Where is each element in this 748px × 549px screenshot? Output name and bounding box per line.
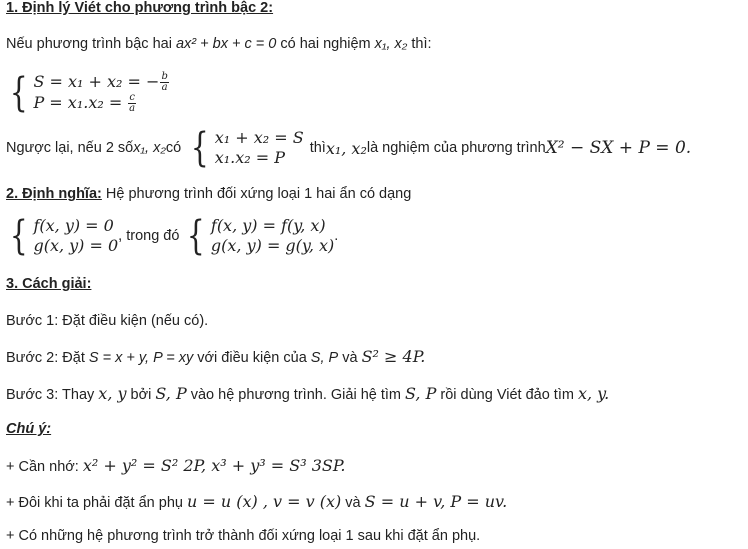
viet-sum-row: S = x₁ + x₂ = − $\frac{b}{a}$ <box>33 71 168 93</box>
definition-systems <box>6 213 339 259</box>
converse-text-b: có <box>165 140 182 156</box>
note-3: + Có những hệ phương trình trở thành đối xứng loại 1 sau khi đặt ẩn phụ. <box>6 528 481 544</box>
identity-formulas: x² + y² = S² 2P, x³ + y³ = S³ 3SP. <box>82 456 346 475</box>
note-1: + Cần nhớ: x² + y² = S² 2P, x³ + y³ = S³ 3SP. <box>6 456 346 475</box>
converse-roots: x₁, x₂ <box>133 140 166 156</box>
left-brace-icon: { <box>9 213 28 259</box>
quadratic-equation: ax² + bx + c = 0 <box>175 36 277 52</box>
definition-text: Hệ phương trình đối xứng loại 1 hai ẩn có dạng <box>101 186 412 202</box>
symmetry-condition-system <box>183 213 335 259</box>
f-symmetry-row: f(x, y) = f(y, x) <box>210 216 326 235</box>
aux-variable-eq: u = u (x) , v = v (x) <box>186 492 342 511</box>
section-2-heading: 2. Định nghĩa: <box>6 186 102 202</box>
section-3-heading: 3. Cách giải: <box>6 276 92 292</box>
viet-intro-text-b: có hai nghiệm <box>276 36 375 52</box>
note-2: + Đôi khi ta phải đặt ẩn phụ u = u (x) , v = v (x) và S = u + v, P = uv. <box>6 492 508 511</box>
sp-vars: S, P <box>310 350 339 366</box>
viet-product-row: P = x₁.x₂ = $\frac{c}{a}$ <box>33 92 136 114</box>
converse-text-a: Ngược lại, nếu 2 số <box>6 140 134 156</box>
converse-text-d: là nghiệm của phương trình <box>366 140 546 156</box>
left-brace-icon: { <box>191 125 209 171</box>
converse-text-c: thì <box>309 140 326 156</box>
where-text: , trong đó <box>118 228 180 244</box>
note-heading: Chú ý: <box>6 421 52 437</box>
symmetric-system <box>6 213 119 259</box>
system-g-row: g(x, y) = 0 <box>33 236 119 255</box>
converse-equation: X² − SX + P = 0. <box>545 138 692 158</box>
sp-uv-eq: S = u + v, P = uv. <box>364 492 508 511</box>
converse-sum-row: x₁ + x₂ = S <box>214 128 304 147</box>
converse-product-row: x₁.x₂ = P <box>214 148 285 167</box>
step-2: Bước 2: Đặt S = x + y, P = xy với điều kiện của S, P và S² ≥ 4P. <box>6 347 426 366</box>
substitution-eq: S = x + y, P = xy <box>88 350 194 366</box>
left-brace-icon: { <box>187 213 206 259</box>
step-3: Bước 3: Thay x, y bởi S, P vào hệ phương trình. Giải hệ tìm S, P rồi dùng Viét đảo tìm x, y. <box>6 384 610 403</box>
viet-intro-line <box>6 36 432 52</box>
section-2-line <box>6 186 411 202</box>
section-1-heading: 1. Định lý Viét cho phương trình bậc 2: <box>6 0 274 16</box>
roots-label: x₁, x₂ <box>374 36 408 52</box>
viet-intro-text-a: Nếu phương trình bậc hai <box>6 36 176 52</box>
viet-system <box>6 72 170 114</box>
definition-end: . <box>334 228 339 244</box>
step-1: Bước 1: Đặt điều kiện (nếu có). <box>6 313 209 329</box>
sp-condition: S² ≥ 4P. <box>361 347 426 366</box>
converse-roots-2: x₁, x₂ <box>325 138 367 158</box>
viet-converse-line <box>6 125 692 171</box>
converse-system <box>187 125 304 171</box>
g-symmetry-row: g(x, y) = g(y, x) <box>210 236 335 255</box>
system-f-row: f(x, y) = 0 <box>33 216 114 235</box>
left-brace-icon: { <box>9 70 28 116</box>
viet-intro-text-c: thì: <box>407 36 432 52</box>
